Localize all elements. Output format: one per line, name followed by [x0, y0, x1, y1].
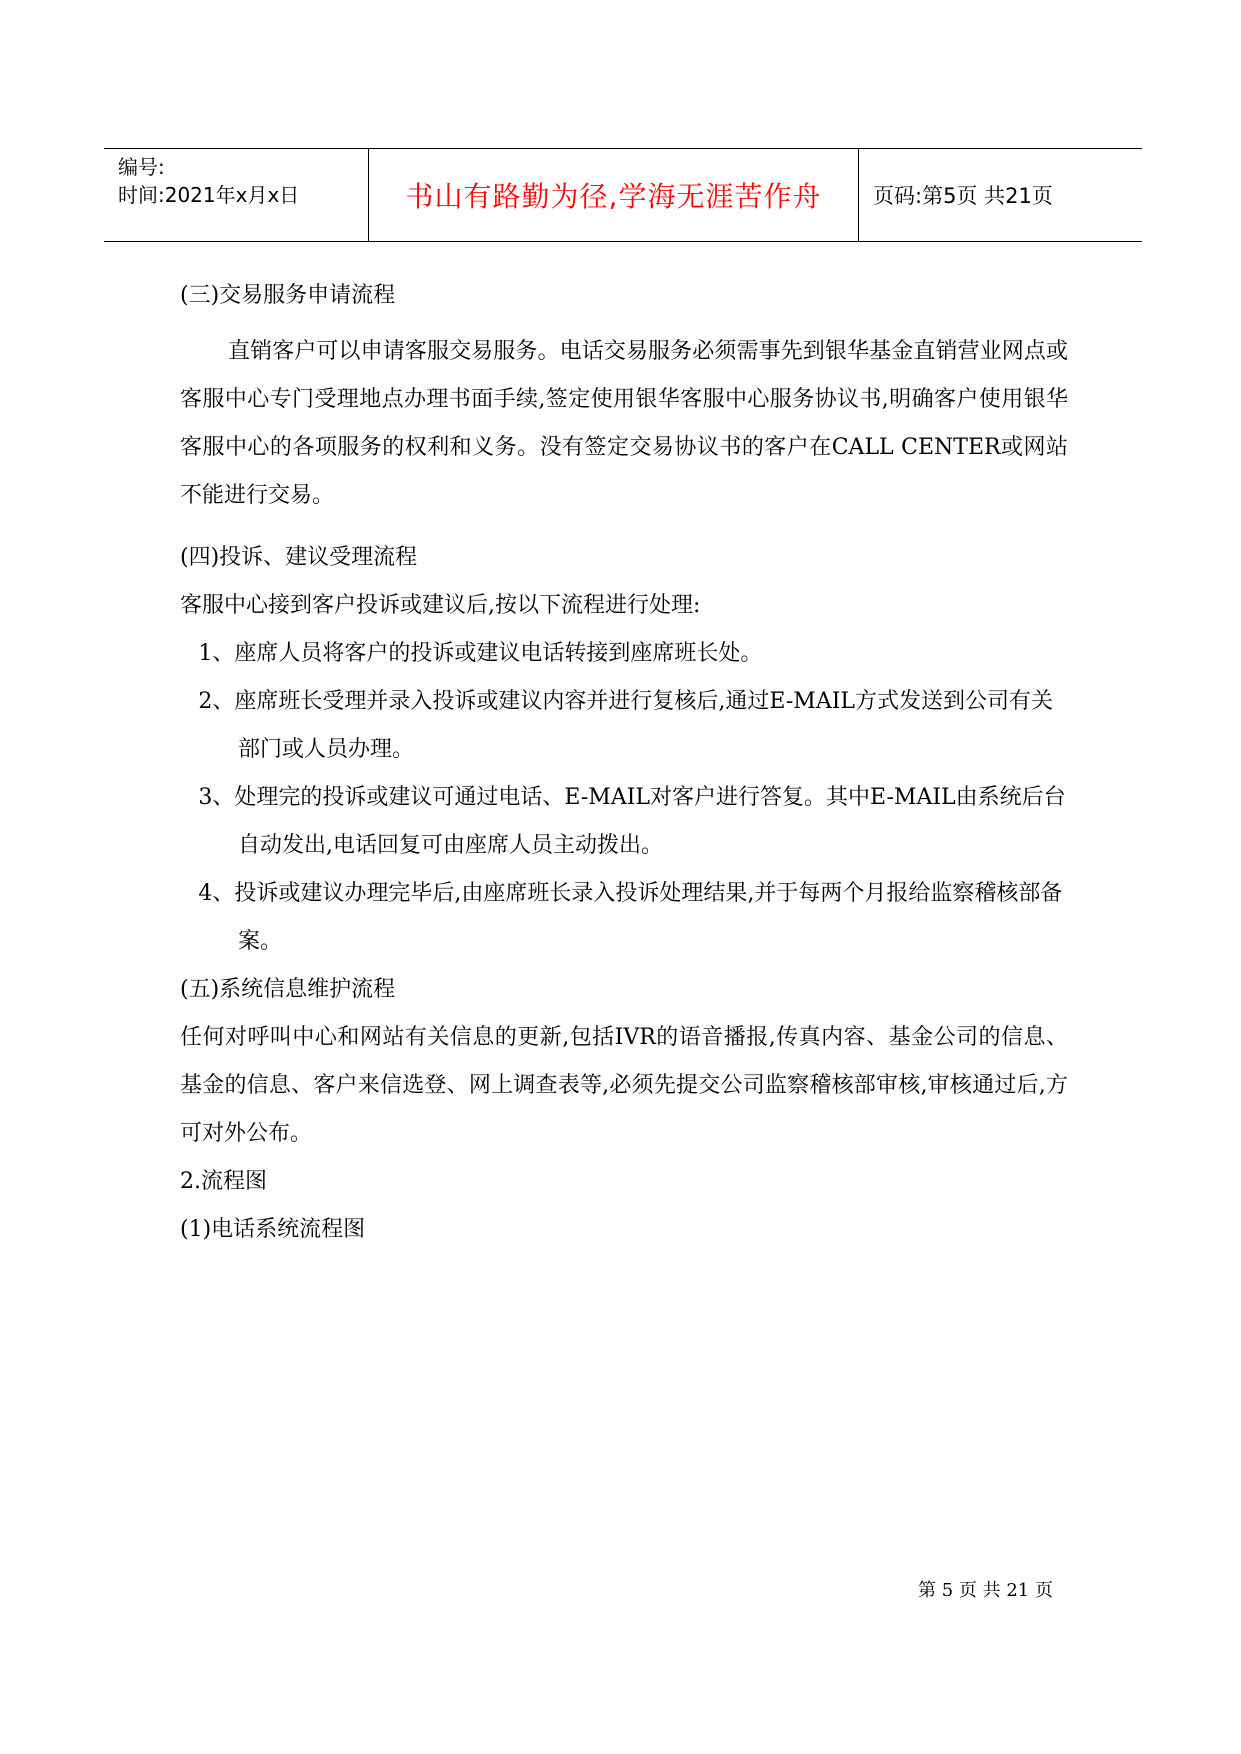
page-footer: 第 5 页 共 21 页 [918, 1580, 1053, 1601]
header-motto: 书山有路勤为径,学海无涯苦作舟 [369, 149, 859, 241]
section-paragraph-5: 任何对呼叫中心和网站有关信息的更新,包括IVR的语音播报,传真内容、基金公司的信息、基金的信息、客户来信选登、网上调查表等,必须先提交公司监察稽核部审核,审核通过后,方可对外公布。 [180, 1025, 1068, 1146]
list-item: 4、投诉或建议办理完毕后,由座席班长录入投诉处理结果,并于每两个月报给监察稽核部备案。 [198, 881, 1063, 954]
header-page-info: 页码:第5页 共21页 [873, 184, 1053, 208]
section-paragraph-3 [180, 328, 1068, 520]
section-heading-3: (三)交易服务申请流程 [180, 283, 396, 308]
header-left-cell [104, 149, 369, 241]
list-item: 1、座席人员将客户的投诉或建议电话转接到座席班长处。 [198, 641, 763, 666]
section-heading-4: (四)投诉、建议受理流程 [180, 545, 418, 570]
flow-heading: 2.流程图 [180, 1169, 267, 1194]
page-header [104, 148, 1142, 242]
section-heading-5: (五)系统信息维护流程 [180, 977, 396, 1002]
section-intro-4: 客服中心接到客户投诉或建议后,按以下流程进行处理: [180, 593, 701, 618]
list-item: 3、处理完的投诉或建议可通过电话、E-MAIL对客户进行答复。其中E-MAIL由系统后台自动发出,电话回复可由座席人员主动拨出。 [198, 785, 1066, 858]
serial-label: 编号: [118, 155, 165, 179]
list-item: 2、座席班长受理并录入投诉或建议内容并进行复核后,通过E-MAIL方式发送到公司有关部门或人员办理。 [198, 689, 1054, 762]
time-label: 时间:2021年x月x日 [118, 183, 300, 207]
section-paragraph-3-text: 直销客户可以申请客服交易服务。电话交易服务必须需事先到银华基金直销营业网点或客服中心专门受理地点办理书面手续,签定使用银华客服中心服务协议书,明确客户使用银华客服中心的各项服务的权利和义务。没有签定交易协议书的客户在CALL CENTER或网站不能进行交易。 [180, 339, 1068, 508]
flow-subheading: (1)电话系统流程图 [180, 1217, 366, 1242]
document-body [180, 272, 1068, 1254]
